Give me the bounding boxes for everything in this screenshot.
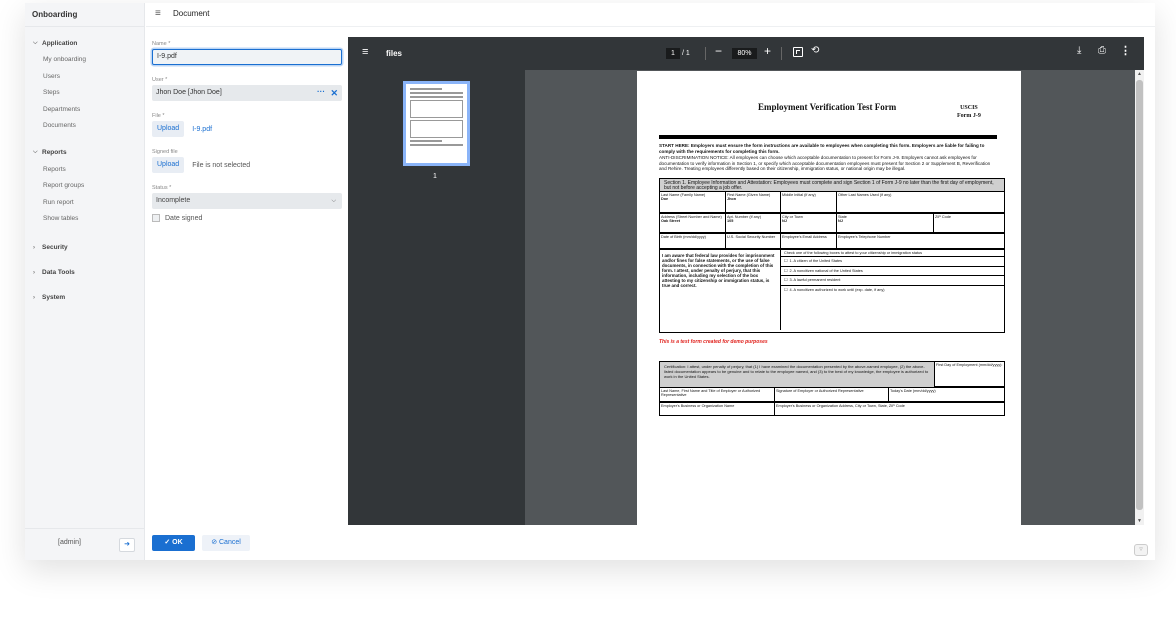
pdf-filename: files bbox=[386, 49, 403, 58]
sidebar-item-run-report[interactable]: Run report bbox=[43, 198, 74, 206]
sidebar-item-users[interactable]: Users bbox=[43, 72, 60, 80]
chevron-down-icon: ⌵ bbox=[33, 39, 38, 46]
user-value: Jhon Doe [Jhon Doe] bbox=[156, 89, 222, 96]
file-upload-button[interactable]: Upload bbox=[152, 121, 184, 137]
sidebar-item-my-onboarding[interactable]: My onboarding bbox=[43, 56, 86, 63]
sidebar-group-data-tools[interactable]: › Data Tools bbox=[33, 269, 75, 276]
pdf-agency: USCIS Form J-9 bbox=[957, 105, 981, 119]
chevron-down-icon: ⌵ bbox=[33, 149, 38, 155]
cancel-button[interactable]: ⊘ Cancel bbox=[202, 535, 250, 551]
page-input[interactable]: 1 bbox=[666, 48, 680, 59]
chevron-right-icon: › bbox=[33, 244, 35, 251]
scrollbar[interactable] bbox=[1135, 70, 1144, 525]
certification-text: Certification: I attest, under penalty of perjury, that (1) I have examined the documentation presented by the above-named employee, (2) the above-listed documentation appears to be genuine and to relate to the employee named, and (3) to the best of my knowledge, the employee is authorized to work in the United States. bbox=[660, 362, 935, 387]
scroll-up-icon[interactable]: ▲ bbox=[1137, 71, 1142, 77]
pdf-toolbar bbox=[348, 37, 1144, 70]
thumbnail-pane bbox=[348, 70, 525, 525]
status-value: Incomplete bbox=[156, 197, 191, 204]
print-icon[interactable]: ⎙ bbox=[1098, 45, 1106, 56]
section-1: Section 1. Employee Information and Attestation: Employees must complete and sign Section 1 of Form J-9 no later than the first day of employment, but not before accepting a job offer. Last Name (Family Name) Doe First Name (Given Name) Jhon Middle Initial (if any) Other Last Names Used (if any) Address (Street Number and Name) Oak Street Apt. Number (if any) 105 City or Town NJ State NJ ZIP Code Date of Birth (mm/dd/yyyy) U.S. Social Security Number Employee's Email Address Employee's Telephone Number I am aware that federal law provides for imprisonment and/or fines for false statements, or the use of false documents, in connection with the completion of this form. I attest, under penalty of perjury, that this information, including my selection of the box attesting to my citizenship or immigration status, is true and correct. Check one of the following boxes to attest to your citizenship or immigration status ☐ 1. A citizen of the United States ☐ 2. A noncitizen national of the United States ☐ 3. A lawful permanent resident ☐ 4. A noncitizen authorized to work until (exp. date, if any) bbox=[659, 178, 1005, 333]
document-form bbox=[152, 41, 342, 222]
zoom-out-icon[interactable]: − bbox=[715, 44, 723, 58]
pdf-title: Employment Verification Test Form bbox=[758, 102, 897, 112]
user-label: User * bbox=[152, 77, 168, 83]
filter-icon[interactable]: ▿ bbox=[1134, 544, 1148, 556]
zoom-in-icon[interactable]: + bbox=[764, 44, 772, 58]
pdf-page bbox=[637, 71, 1021, 525]
logout-icon[interactable]: ➜ bbox=[119, 538, 135, 552]
section-1-header: Section 1. Employee Information and Attestation: Employees must complete and sign Section 1 of Form J-9 no later than the first day of employment, but not before accepting a job offer. bbox=[660, 179, 1004, 192]
checkbox-icon[interactable] bbox=[152, 214, 160, 222]
sidebar-group-security[interactable]: › Security bbox=[33, 244, 68, 251]
chevron-right-icon: › bbox=[33, 294, 35, 301]
user-field[interactable] bbox=[152, 85, 342, 101]
signed-file-label: Signed file bbox=[152, 149, 178, 155]
sidebar-item-report-groups[interactable]: Report groups bbox=[43, 182, 85, 189]
pdf-viewer bbox=[348, 37, 1144, 525]
sidebar-group-application[interactable]: ⌵ Application bbox=[33, 39, 78, 47]
anti-discrimination-text: ANTI-DISCRIMINATION NOTICE: All employees can choose which acceptable documentation to present for Form J-9. Employers cannot ask employees for documentation to verify information in Section 1, or specify which acceptable documentation employees must present for Section 2 or Supplement B, Reverification and Rehire. Treating employees differently based on their citizenship, immigration status, or national origin may be illegal. bbox=[659, 155, 991, 172]
file-label: File * bbox=[152, 113, 165, 119]
file-link[interactable]: I-9.pdf bbox=[192, 125, 213, 133]
lookup-icon[interactable]: ··· bbox=[317, 87, 325, 96]
section-2: Certification: I attest, under penalty of perjury, that (1) I have examined the documentation presented by the above-named employee, (2) the above-listed documentation appears to be genuine and to relate to the employee named, and (3) to the best of my knowledge, the employee is authorized to work in the United States. First Day of Employment (mm/dd/yyyy): Last Name, First Name and Title of Employer or Authorized Representative Signature of Employer or Authorized Representative Today's Date (mm/dd/yyyy) Employer's Business or Organization Name Employer's Business or Organization Address, City or Town, State, ZIP Code bbox=[659, 361, 1005, 416]
sidebar bbox=[25, 3, 145, 560]
sidebar-item-documents[interactable]: Documents bbox=[43, 122, 76, 129]
attestation-text: I am aware that federal law provides for imprisonment and/or fines for false statements, or the use of false documents, in connection with the completion of this form. I attest, under penalty of perjury, that this information, including my selection of the box attesting to my citizenship or immigration status, is true and correct. bbox=[662, 253, 775, 288]
scroll-down-icon[interactable]: ▼ bbox=[1137, 518, 1142, 524]
thumbnail-page-number: 1 bbox=[433, 173, 437, 180]
chevron-down-icon: ⌵ bbox=[331, 198, 336, 204]
status-select[interactable] bbox=[152, 193, 342, 209]
zoom-input[interactable]: 80% bbox=[732, 48, 757, 59]
sidebar-group-system[interactable]: › System bbox=[33, 294, 66, 301]
start-here-text: START HERE: Employers must ensure the form instructions are available to employees when completing this form. Employers are liable for failing to comply with the requirements for completing this form. bbox=[659, 143, 985, 154]
name-label: Name * bbox=[152, 41, 171, 47]
app-title: Onboarding bbox=[25, 3, 144, 27]
sidebar-item-departments[interactable]: Departments bbox=[43, 105, 81, 113]
clear-icon[interactable]: ✕ bbox=[330, 88, 338, 98]
divider bbox=[659, 135, 997, 139]
scrollbar-thumb[interactable] bbox=[1136, 80, 1143, 510]
sidebar-group-reports[interactable]: ⌵ Reports bbox=[33, 149, 67, 156]
current-user: [admin] bbox=[58, 539, 81, 546]
download-icon[interactable]: ⤓ bbox=[1077, 45, 1082, 56]
signed-file-status: File is not selected bbox=[192, 161, 251, 169]
sidebar-item-steps[interactable]: Steps bbox=[43, 89, 60, 96]
rotate-icon[interactable]: ⟲ bbox=[811, 45, 820, 56]
date-signed-label: Date signed bbox=[165, 214, 203, 222]
demo-note: This is a test form created for demo purposes bbox=[659, 339, 768, 345]
fit-page-icon[interactable] bbox=[793, 47, 803, 57]
sidebar-item-show-tables[interactable]: Show tables bbox=[43, 215, 79, 222]
chevron-right-icon: › bbox=[33, 269, 35, 276]
name-input[interactable]: I-9.pdf bbox=[152, 49, 342, 65]
signed-upload-button[interactable]: Upload bbox=[152, 157, 184, 173]
menu-icon[interactable]: ≡ bbox=[362, 46, 369, 58]
page-thumbnail[interactable] bbox=[403, 81, 470, 166]
divider bbox=[705, 47, 706, 60]
status-label: Status * bbox=[152, 185, 172, 191]
more-vert-icon[interactable]: ⋮ bbox=[1120, 45, 1131, 57]
divider bbox=[781, 47, 782, 60]
header bbox=[146, 3, 1155, 27]
ok-button[interactable]: ✓ OK bbox=[152, 535, 195, 551]
page-count: / 1 bbox=[682, 50, 690, 57]
date-signed-checkbox[interactable] bbox=[152, 214, 342, 222]
sidebar-footer bbox=[25, 528, 145, 560]
page-title: Document bbox=[173, 9, 210, 18]
sidebar-item-reports[interactable]: Reports bbox=[43, 165, 66, 173]
menu-icon[interactable]: ≡ bbox=[155, 8, 161, 19]
